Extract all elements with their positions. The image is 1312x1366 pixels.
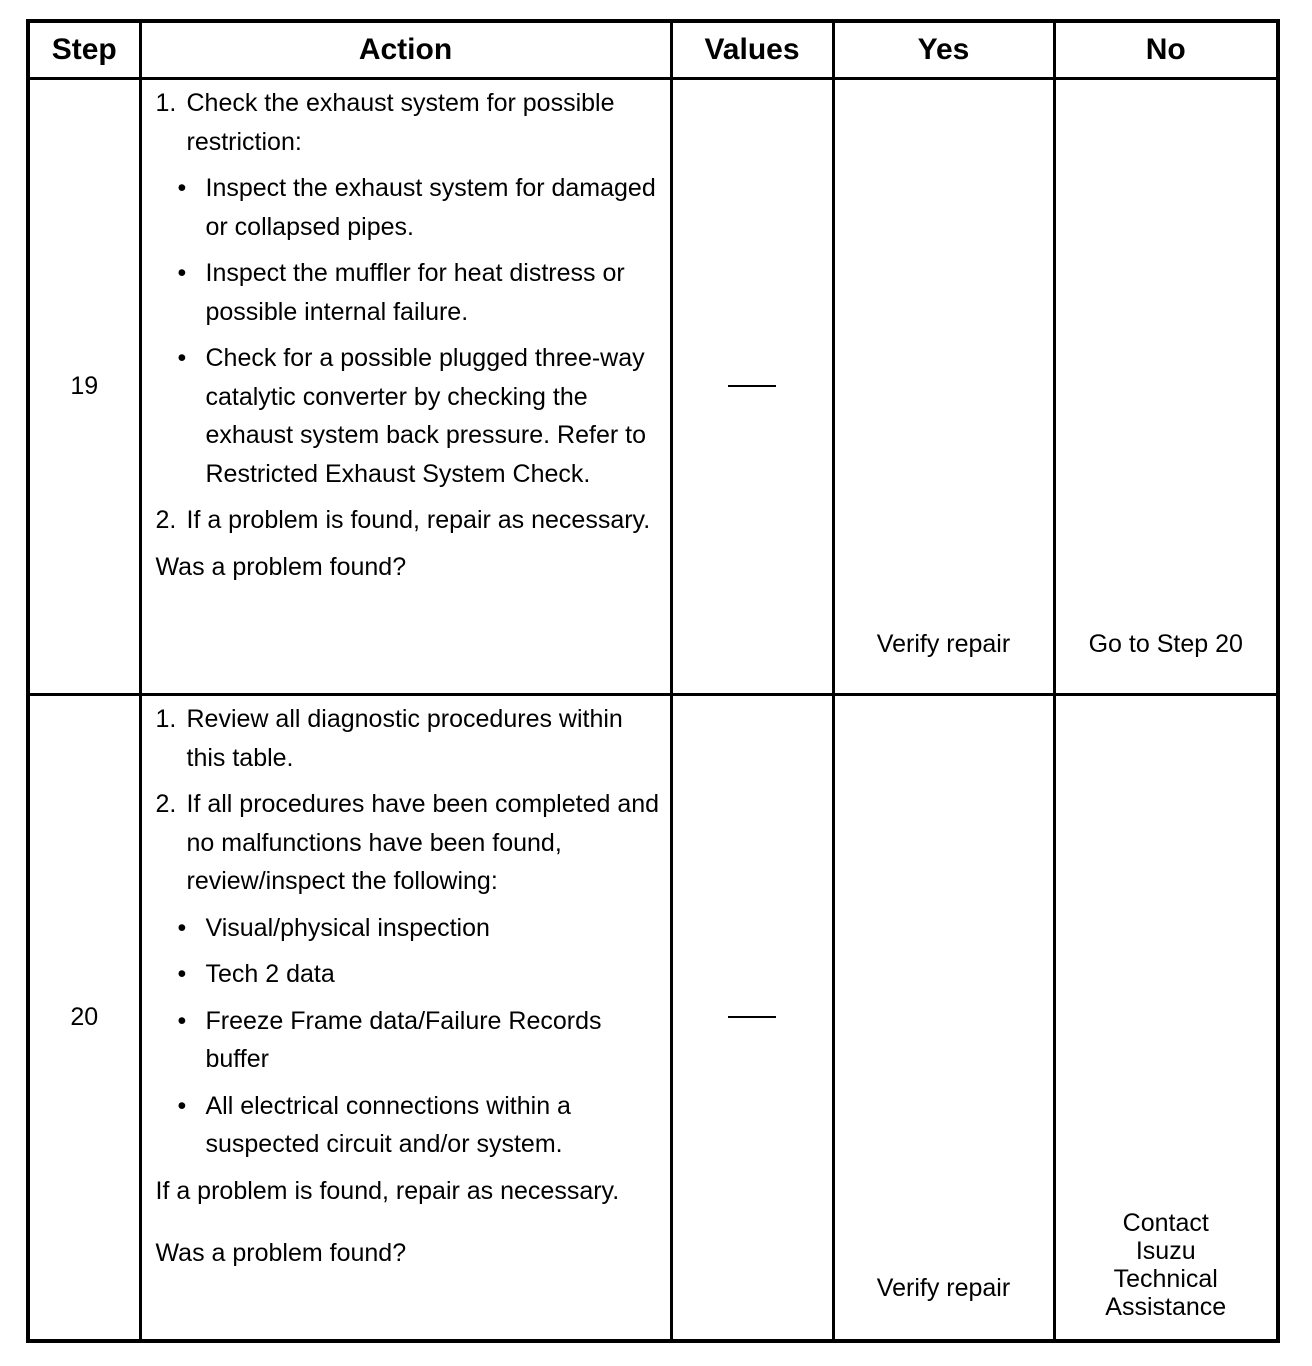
- action-bullet-4: [156, 1087, 660, 1164]
- bullet-icon: •: [177, 960, 187, 989]
- header-step: Step: [28, 21, 140, 79]
- action-bullet-3: [156, 1002, 660, 1079]
- action-step-1: [156, 84, 660, 161]
- bullet-text: Inspect the muffler for heat distress or possible internal failure.: [205, 259, 625, 326]
- action-step-1: [156, 700, 660, 777]
- table-row-step-20: [28, 695, 1278, 1341]
- action-step-number: 1.: [155, 89, 177, 117]
- header-no: No: [1054, 21, 1278, 79]
- no-cell: [1054, 695, 1278, 1341]
- values-dash: [728, 385, 776, 387]
- bullet-icon: •: [177, 259, 187, 287]
- action-question: Was a problem found?: [155, 1239, 407, 1268]
- action-bullet-3: [156, 339, 660, 493]
- bullet-icon: •: [177, 174, 187, 202]
- bullet-icon: •: [177, 344, 187, 372]
- values-cell: [671, 79, 833, 695]
- action-note: If a problem is found, repair as necessary.: [155, 1176, 620, 1205]
- bullet-icon: •: [177, 1091, 187, 1120]
- no-result: Go to Step 20: [1088, 630, 1243, 659]
- action-step-number: 2.: [155, 506, 177, 534]
- action-step-number: 1.: [155, 705, 177, 734]
- values-dash: [728, 1016, 776, 1018]
- bullet-text: Inspect the exhaust system for damaged or collapsed pipes.: [205, 174, 656, 241]
- yes-cell: [833, 79, 1054, 695]
- bullet-text: Visual/physical inspection: [205, 913, 490, 942]
- action-step-text: Review all diagnostic procedures within this table.: [186, 705, 623, 772]
- header-values: Values: [671, 21, 833, 79]
- action-step-text: Check the exhaust system for possible restriction:: [186, 89, 615, 156]
- no-cell: [1054, 79, 1278, 695]
- step-number: 20: [28, 695, 140, 1341]
- step-number: 19: [28, 79, 140, 695]
- yes-result: Verify repair: [876, 630, 1011, 659]
- action-step-number: 2.: [155, 790, 177, 819]
- bullet-text: Check for a possible plugged three-way catalytic converter by checking the exhaust system back pressure. Refer to Restricted Exhaust System Check.: [205, 344, 646, 488]
- bullet-text: All electrical connections within a suspected circuit and/or system.: [205, 1091, 571, 1159]
- action-cell: [140, 695, 671, 1341]
- diagnostic-table: [26, 19, 1280, 1343]
- no-result: Contact Isuzu Technical Assistance: [1105, 1209, 1227, 1321]
- action-step-2: [156, 501, 660, 540]
- header-row: [28, 21, 1278, 79]
- yes-cell: [833, 695, 1054, 1341]
- bullet-icon: •: [177, 913, 187, 942]
- action-step-2: [156, 785, 660, 901]
- action-step-text: If a problem is found, repair as necessary.: [186, 506, 651, 534]
- bullet-icon: •: [177, 1006, 187, 1035]
- header-action: Action: [140, 21, 671, 79]
- values-cell: [671, 695, 833, 1341]
- bullet-text: Freeze Frame data/Failure Records buffer: [205, 1006, 602, 1074]
- yes-result: Verify repair: [876, 1274, 1011, 1302]
- action-bullet-1: [156, 169, 660, 246]
- table-row-step-19: [28, 79, 1278, 695]
- action-step-text: If all procedures have been completed and no malfunctions have been found, review/inspect the following:: [186, 790, 660, 896]
- header-yes: Yes: [833, 21, 1054, 79]
- action-bullet-1: [156, 909, 660, 948]
- action-cell: [140, 79, 671, 695]
- action-bullet-2: [156, 955, 660, 994]
- bullet-text: Tech 2 data: [205, 960, 335, 989]
- action-question: Was a problem found?: [155, 552, 407, 581]
- action-bullet-2: [156, 254, 660, 331]
